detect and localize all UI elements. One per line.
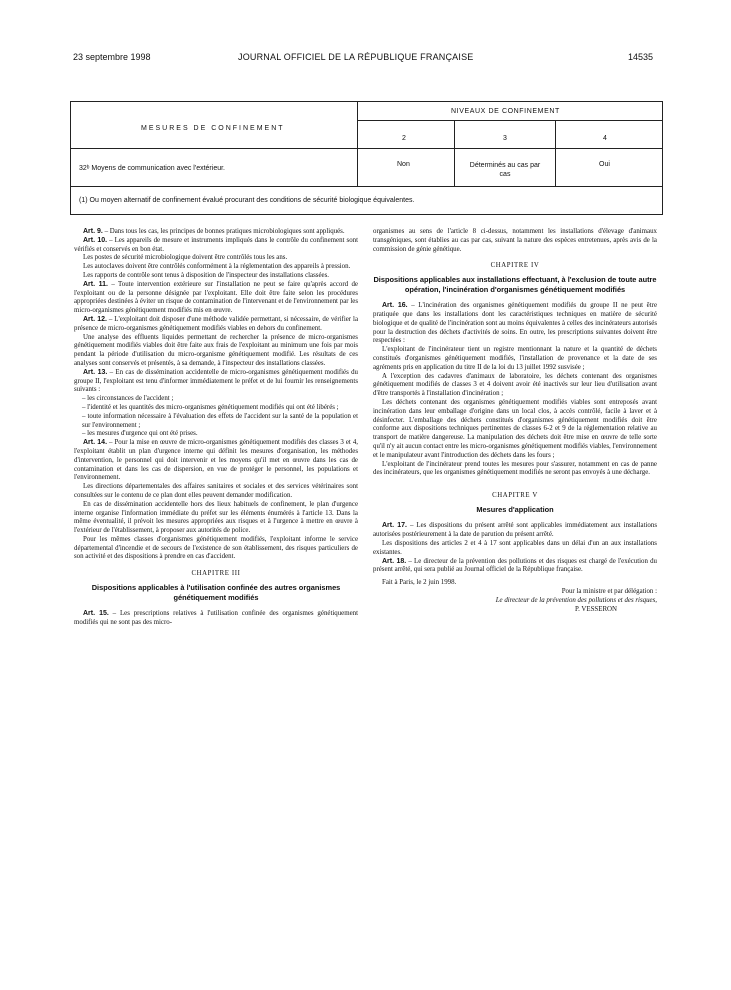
article-label: Art. 9. xyxy=(83,228,103,235)
table-divider xyxy=(71,148,662,149)
list-item: – les circonstances de l'accident ; xyxy=(82,395,174,403)
table-divider xyxy=(357,120,662,121)
header-title: JOURNAL OFFICIEL DE LA RÉPUBLIQUE FRANÇAISE xyxy=(238,52,474,62)
chapter-4-heading: CHAPITRE IV xyxy=(490,262,540,270)
chapter-4-title: Dispositions applicables aux installations effectuant, à l'exclusion de toute autre opération, l'incinération d'organismes génétiquement modifiés xyxy=(373,275,657,294)
article-label: Art. 14. xyxy=(83,439,108,447)
paragraph: Les dispositions des articles 2 et 4 à 17 sont applicables dans un délai d'un an aux installations existantes. xyxy=(373,540,657,556)
chapter-5-heading: CHAPITRE V xyxy=(492,492,538,500)
article-18: Art. 18. – Le directeur de la prévention des pollutions et des risques est chargé de l'exécution du présent arrêté, qui sera publié au Journal officiel de la République française. xyxy=(373,557,658,574)
article-label: Art. 10. xyxy=(83,236,108,244)
paragraph: Les autoclaves doivent être contrôlés conformément à la réglementation des appareils à pression. xyxy=(83,263,351,271)
article-17: Art. 17. – Les dispositions du présent arrêté sont applicables immédiatement aux installations autorisées postérieurement à la date de parution du présent arrêté. xyxy=(373,522,657,539)
article-label: Art. 17. xyxy=(382,522,407,530)
article-16: Art. 16. – L'incinération des organismes génétiquement modifiés du groupe II ne peut être pratiquée que dans les installations dont les caractéristiques techniques en matière de sécurité biologique et de qualité de l'incinération sont au moins équivalentes à celles des incinérateurs autorisés pour la destruction des déchets d'activités de soins. En outre, les prescriptions suivantes doivent être respectées : xyxy=(373,302,658,345)
paragraph: A l'exception des cadavres d'animaux de laboratoire, les déchets contenant des organismes génétiquement modifiés de classes 3 et 4 doivent avoir été inactivés sur leur lieu d'utilisation avant d'être transportés à l'installation d'incinération ; xyxy=(373,372,657,398)
article-15: Art. 15. – Les prescriptions relatives à l'utilisation confinée des organismes génétiquement modifiés qui ne sont pas des micro- xyxy=(74,610,358,626)
signature-title: Le directeur de la prévention des pollutions et des risques, xyxy=(495,596,657,604)
list-item: – toute information nécessaire à l'évaluation des effets de l'accident sur la santé de la population et sur l'environnement ; xyxy=(82,412,358,429)
paragraph: En cas de dissémination accidentelle hors des lieux habituels de confinement, le plan d'urgence interne organise l'information immédiate du préfet sur les éléments énumérés à l'article 13. Dans la même éventualité, il prévoit les mesures appropriées aux risques et à l'urgence à mettre en œuvre à l'extérieur de l'établissement, à proposer aux autorités de police. xyxy=(74,500,358,535)
chapter-5-title: Mesures d'application xyxy=(476,504,554,514)
place-date: Fait à Paris, le 2 juin 1998. xyxy=(382,579,457,587)
article-14: Art. 14. – Pour la mise en œuvre de micro-organismes génétiquement modifiés des classes 3 et 4, l'exploitant établit un plan d'urgence interne qui définit les mesures d'organisation, les méthodes d'intervention, le personnel qui doit intervenir et les moyens qu'il met en œuvre dans les cas de contamination et dans les cas de dispersion, en vue de protéger le personnel, les populations et l'environnement. xyxy=(74,439,358,482)
column-header-levels: NIVEAUX DE CONFINEMENT xyxy=(451,108,560,115)
level-2-header: 2 xyxy=(402,135,406,142)
signature-name: P. VESSERON xyxy=(575,605,617,613)
table-divider xyxy=(71,186,662,187)
page-header xyxy=(0,52,731,66)
article-12: Art. 12. – L'exploitant doit disposer d'une méthode validée permettant, si nécessaire, de vérifier la présence de micro-organismes génétiquement modifiés viables en dehors du confinement. xyxy=(74,315,359,332)
paragraph: Les rapports de contrôle sont tenus à disposition de l'inspecteur des installations classées. xyxy=(83,271,329,279)
row-label: 32ᵇ Moyens de communication avec l'extérieur. xyxy=(79,165,225,172)
list-item: – l'identité et les quantités des micro-organismes génétiquement modifiés qui ont été libérés ; xyxy=(82,403,339,411)
right-column xyxy=(373,228,657,614)
paragraph: Les déchets contenant des organismes génétiquement modifiés viables sont entreposés avant incinération dans leur emballage d'origine dans un local clos, à accès contrôlé, facile à laver et à désinfecter. L'emballage des déchets constitués d'organismes génétiquement modifiés doit être conforme aux dispositions techniques pertinentes de classes 6-2 et 9 de la réglementation relative au transport de matière dangereuse. La manipulation des déchets doit être mise en œuvre de telle sorte qu'il n'y ait aucun contact entre les micro-organismes génétiquement modifiés viables, l'environnement et le manipulateur avant l'introduction des déchets dans les fours ; xyxy=(373,398,657,459)
table-divider xyxy=(454,120,455,186)
level-2-value: Non xyxy=(397,161,410,168)
article-label: Art. 12. xyxy=(83,315,107,323)
paragraph: L'exploitant de l'incinérateur tient un registre mentionnant la nature et la quantité de déchets constitués d'organismes génétiquement modifiés, l'installation de provenance et la date de ses agréments pris en application du titre II de la loi du 13 juillet 1992 susvisée ; xyxy=(373,346,657,371)
level-4-value: Oui xyxy=(599,161,610,168)
table-divider xyxy=(555,120,556,186)
list-item: – les mesures d'urgence qui ont été prises. xyxy=(82,430,198,438)
paragraph: Une analyse des effluents liquides permettant de rechercher la présence de micro-organismes génétiquement modifiés viables doit être faite aux frais de l'exploitant au minimum une fois par mois pendant la période d'utilisation du micro-organisme génétiquement modifié. Les résultats de ces analyses sont conservés et présentés, à sa demande, à l'inspecteur des installations classées. xyxy=(74,333,358,367)
article-9: Art. 9. – Dans tous les cas, les principes de bonnes pratiques microbiologiques sont appliqués. xyxy=(83,228,345,235)
paragraph: Les directions départementales des affaires sanitaires et sociales et des services vétérinaires sont consultées sur le contenu de ce plan dont elles peuvent demander modification. xyxy=(74,483,358,499)
left-column xyxy=(74,228,358,628)
confinement-table xyxy=(70,101,663,215)
signature-line: Pour la ministre et par délégation : xyxy=(561,588,657,595)
paragraph: organismes au sens de l'article 8 ci-dessus, notamment les installations d'élevage d'animaux transgéniques, sont établies au cas par cas, suivant la nature des espèces entretenues, après avis de la commission de génie génétique. xyxy=(373,228,657,253)
header-page-number: 14535 xyxy=(628,52,654,62)
level-3-header: 3 xyxy=(503,135,507,142)
article-11: Art. 11. – Toute intervention extérieure sur l'installation ne peut se faire qu'après accord de l'exploitant ou de la personne désignée par l'exploitant. Elle doit être faite selon les procédures appropriées destinées à éviter un risque de contamination de l'intervenant et de l'environnement par les micro-organismes génétiquement modifiés mis en œuvre. xyxy=(74,280,358,315)
level-3-value: Déterminés au cas par cas xyxy=(469,162,541,178)
article-label: Art. 15. xyxy=(83,610,109,618)
table-footnote: (1) Ou moyen alternatif de confinement évalué procurant des conditions de sécurité biologique équivalentes. xyxy=(79,197,415,204)
chapter-3-heading: CHAPITRE III xyxy=(191,570,241,578)
paragraph: Pour les mêmes classes d'organismes génétiquement modifiés, l'exploitant informe le service départemental d'incendie et de secours de l'existence de son établissement, des risques particuliers de son activité et des dispositions à prendre en cas d'accident. xyxy=(74,535,358,561)
chapter-3-title: Dispositions applicables à l'utilisation confinée des autres organismes génétiquement modifiés xyxy=(91,583,341,602)
paragraph: L'exploitant de l'incinérateur prend toutes les mesures pour s'assurer, notamment en cas de panne des incinérateurs, que les organismes génétiquement modifiés ne seront pas envoyés à une décharge. xyxy=(373,460,657,477)
header-date: 23 septembre 1998 xyxy=(73,52,151,62)
level-4-header: 4 xyxy=(603,135,607,142)
article-label: Art. 13. xyxy=(83,368,108,376)
article-13: Art. 13. – En cas de dissémination accidentelle de micro-organismes génétiquement modifiés du groupe II, l'exploitant est tenu d'informer immédiatement le préfet et de lui fournir les renseignements suivants : xyxy=(74,368,359,394)
article-label: Art. 18. xyxy=(382,557,407,565)
article-label: Art. 16. xyxy=(382,302,408,310)
paragraph: Les postes de sécurité microbiologique doivent être contrôlés tous les ans. xyxy=(83,254,288,262)
table-divider xyxy=(357,102,358,186)
article-label: Art. 11. xyxy=(83,280,108,288)
article-10: Art. 10. – Les appareils de mesure et instruments impliqués dans le contrôle du confinement sont vérifiés et conservés en bon état. xyxy=(74,236,358,253)
column-header-measures: MESURES DE CONFINEMENT xyxy=(141,125,285,132)
